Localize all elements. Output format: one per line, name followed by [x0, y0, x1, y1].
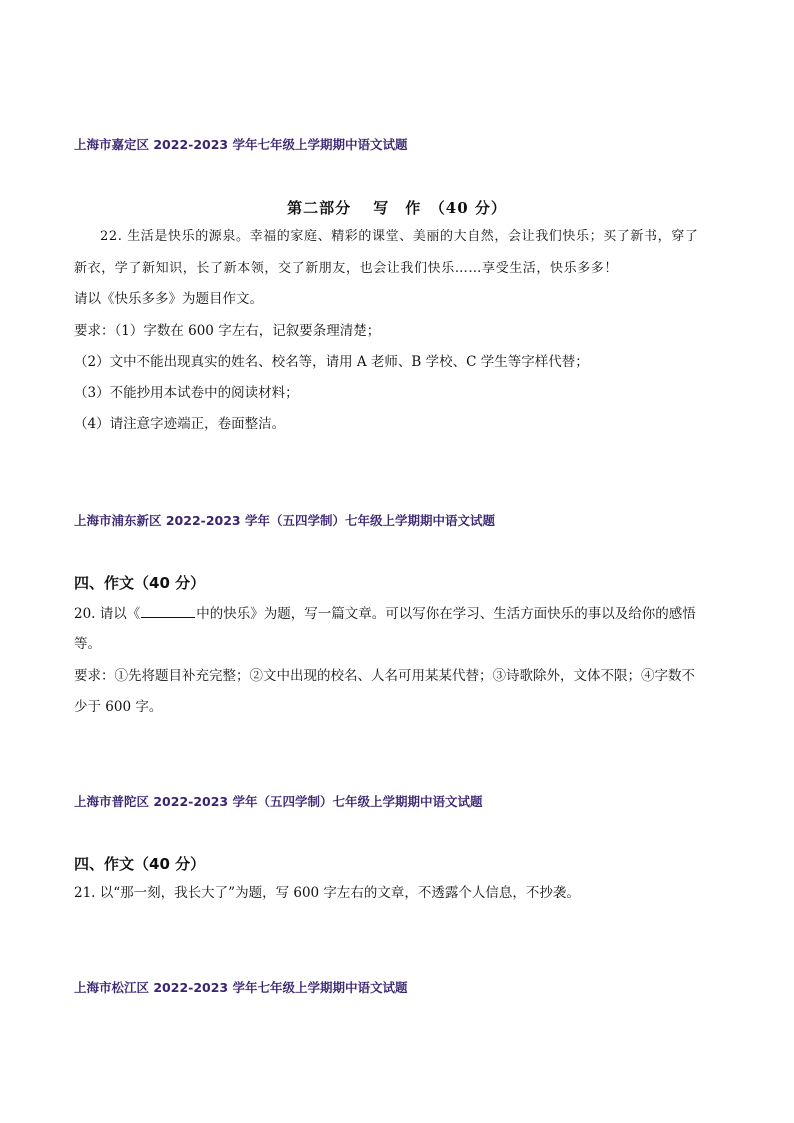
requirement-pudong-line-2: 少于 600 字。 [74, 699, 163, 715]
prompt-pudong-pre: 20. 请以《 [74, 606, 141, 622]
source-jiading: 上海市嘉定区 2022-2023 学年七年级上学期期中语文试题 [74, 137, 408, 152]
prompt-line-1: 22. 生活是快乐的源泉。幸福的家庭、精彩的课堂、美丽的大自然，会让我们快乐；买了新书，穿了 [100, 229, 699, 244]
prompt-putuo: 21. 以“那一刻，我长大了”为题，写 600 字左右的文章，不透露个人信息，不抄袭。 [74, 885, 580, 901]
heading-composition-putuo: 四、作文（40 分） [74, 855, 206, 873]
prompt-line-2: 新衣，学了新知识，长了新本领，交了新朋友，也会让我们快乐……享受生活，快乐多多！ [74, 261, 619, 276]
source-putuo: 上海市普陀区 2022-2023 学年（五四学制）七年级上学期期中语文试题 [74, 794, 483, 809]
source-pudong: 上海市浦东新区 2022-2023 学年（五四学制）七年级上学期期中语文试题 [74, 513, 495, 528]
instruction-text: 请以《快乐多多》为题目作文。 [74, 291, 263, 307]
prompt-pudong-line-2: 等。 [74, 636, 101, 652]
heading-composition-pudong: 四、作文（40 分） [74, 574, 206, 592]
fill-in-blank [141, 606, 195, 618]
requirement-pudong-line-1: 要求：①先将题目补充完整；②文中出现的校名、人名可用某某代替；③诗歌除外，文体不限；④字数不 [74, 668, 695, 684]
requirement-4: （4）请注意字迹端正，卷面整洁。 [74, 416, 286, 432]
requirement-2: （2）文中不能出现真实的姓名、校名等，请用 A 老师、B 学校、C 学生等字样代替； [74, 354, 589, 370]
prompt-pudong-post: 中的快乐》为题，写一篇文章。可以写你在学习、生活方面快乐的事以及给你的感悟 [196, 606, 696, 622]
requirement-3: （3）不能抄用本试卷中的阅读材料； [74, 385, 299, 401]
source-songjiang: 上海市松江区 2022-2023 学年七年级上学期期中语文试题 [74, 980, 408, 995]
section-title-writing: 第二部分 写 作 （40 分） [287, 199, 507, 217]
requirement-1: 要求：（1）字数在 600 字左右，记叙要条理清楚； [74, 323, 381, 339]
prompt-pudong-line-1 [74, 606, 696, 622]
